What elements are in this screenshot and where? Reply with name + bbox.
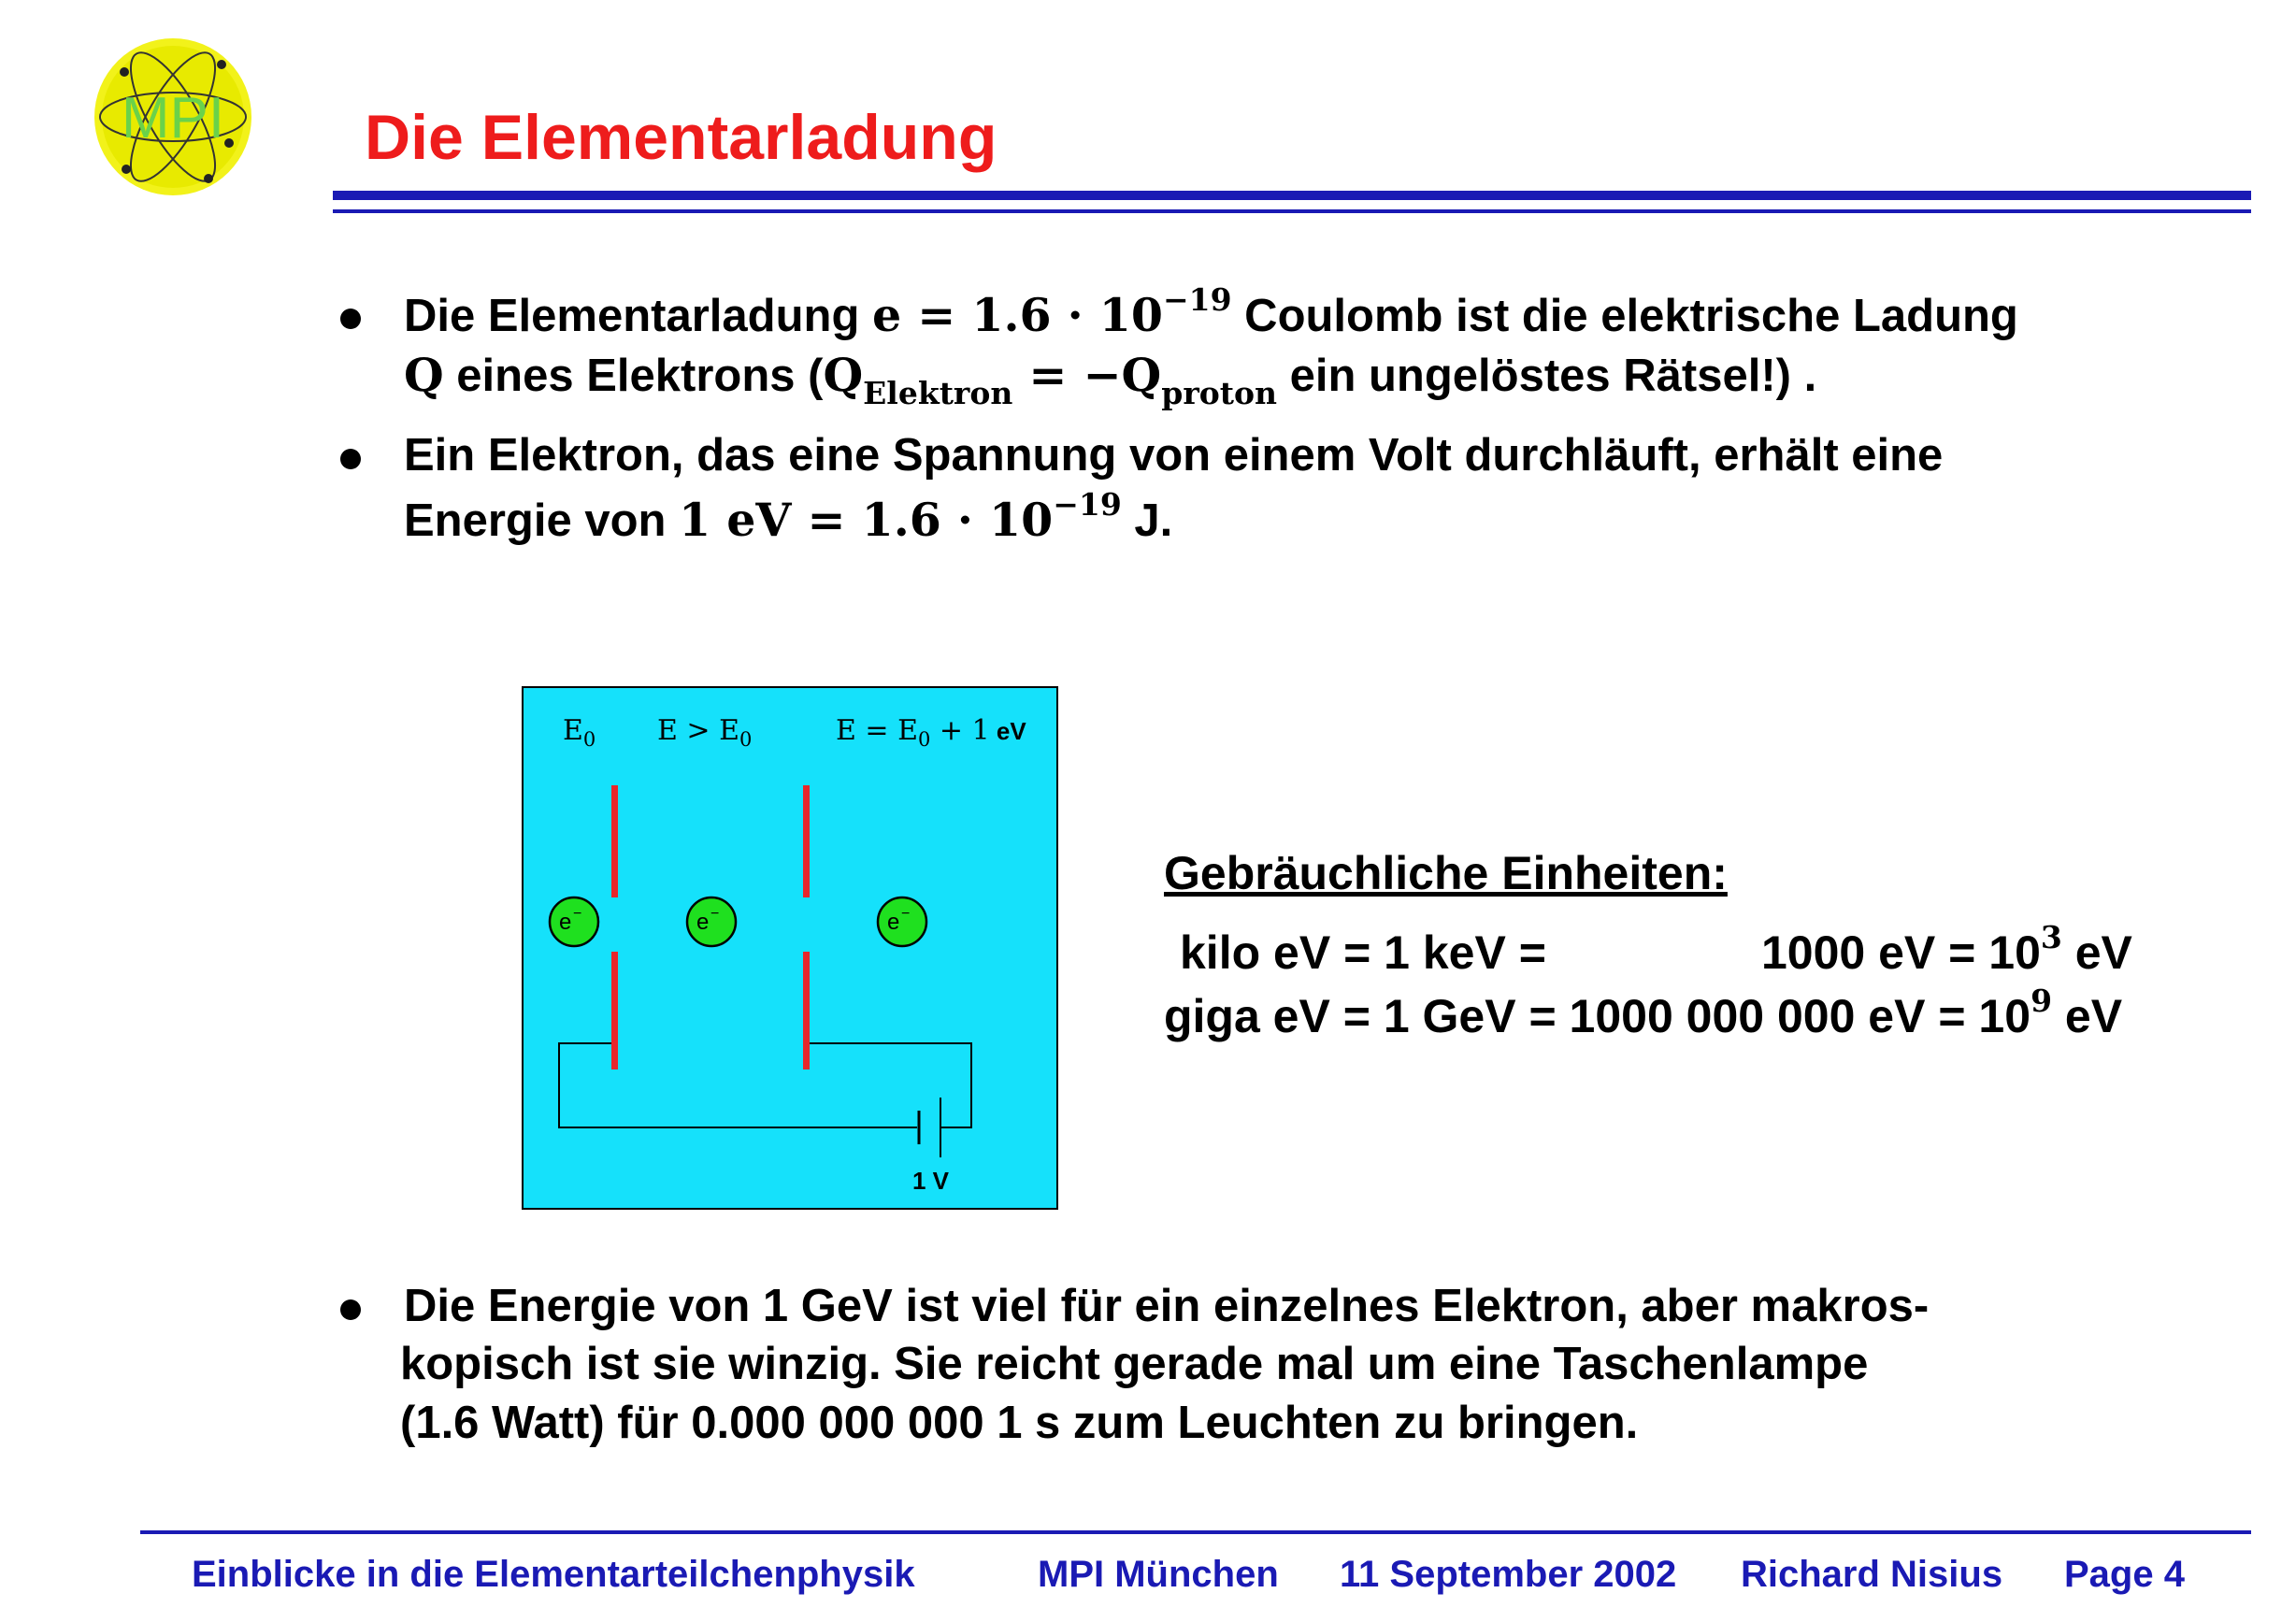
charge-electron-symbol: Q [823,348,864,402]
bullet-1-text-c: eines Elektrons ( [443,351,824,401]
kilo-value: 1000 eV = 10 [1761,926,2041,979]
footer-rule [140,1530,2251,1534]
subscript-electron: Elektron [863,375,1013,411]
footer-course: Einblicke in die Elementarteilchenphysik [192,1554,915,1595]
bullet-1-marker [340,309,361,329]
label-e-equals: $E = E_0 + 1$ eV [836,714,1026,751]
svg-text:−: − [573,906,582,922]
bullet-3-line-1: Die Energie von 1 GeV ist viel für ein einzelnes Elektron, aber makros- [404,1281,1930,1331]
kilo-exponent: 3 [2040,919,2062,955]
charge-proton-symbol: = −Q [1012,348,1162,402]
label-e-greater: $E > E_0$ [657,714,753,751]
right-plate-upper [803,785,810,897]
left-plate-lower [611,952,618,1069]
giga-exponent: 9 [2031,983,2053,1019]
footer-institute: MPI München [1038,1554,1279,1595]
bullet-1-line-2 [404,346,1817,411]
giga-value: giga eV = 1 GeV = 1000 000 000 eV = 10 [1164,990,2031,1042]
charge-symbol: Q [404,348,444,402]
bullet-2-marker [340,449,361,469]
bullet-2-text-b: J. [1121,495,1173,546]
elementary-charge-formula: e = 1.6 · 10 [872,288,1163,342]
bullet-3-line-2: kopisch ist sie winzig. Sie reicht gerade mal um eine Taschenlampe [400,1339,1869,1389]
bullet-2-line-2 [404,486,1173,551]
battery-label: 1 V [912,1167,950,1195]
svg-text:−: − [901,906,911,922]
bullet-3-line-3: (1.6 Watt) für 0.000 000 000 1 s zum Leuchten zu bringen. [400,1398,1639,1448]
bullet-1-line-1 [404,281,2018,346]
electron-1 [550,897,598,946]
electronvolt-formula: 1 eV = 1.6 · 10 [679,493,1054,547]
units-row-giga [1164,983,2123,1043]
electron-3 [878,897,926,946]
title-rule-thick [333,191,2251,200]
units-row-kilo-right [1761,919,2132,980]
mpi-logo [89,33,257,201]
footer-author: Richard Nisius [1741,1554,2003,1595]
electron-2 [687,897,736,946]
footer-date: 11 September 2002 [1340,1554,1677,1595]
svg-text:e: e [559,910,572,935]
bullet-2-text-a: Energie von [404,495,680,546]
page-title: Die Elementarladung [365,102,997,173]
bullet-1-text-d: ein ungelöstes Rätsel!) . [1276,351,1817,401]
units-heading: Gebräuchliche Einheiten: [1164,847,1728,899]
logo-text: MPI [121,86,225,151]
kilo-unit: eV [2061,926,2132,979]
giga-unit: eV [2052,990,2123,1042]
subscript-proton: proton [1161,375,1277,411]
left-plate-upper [611,785,618,897]
footer-page: Page 4 [2064,1554,2185,1595]
exponent: −19 [1053,486,1122,523]
bullet-1-text-a: Die Elementarladung [404,291,873,341]
bullet-2-line-1: Ein Elektron, das eine Spannung von einem Volt durchläuft, erhält eine [404,430,1944,481]
bullet-3-marker [340,1299,361,1320]
units-row-kilo-left: kilo eV = 1 keV = [1180,926,1546,979]
title-rule-thin [333,209,2251,213]
diagram-background [523,687,1057,1209]
right-plate-lower [803,952,810,1069]
svg-text:e: e [887,910,900,935]
label-e0: $E_0$ [563,714,596,751]
electron-acceleration-diagram [522,686,1058,1210]
bullet-1-text-b: Coulomb ist die elektrische Ladung [1231,291,2018,341]
svg-text:e: e [696,910,710,935]
svg-text:−: − [710,906,720,922]
exponent: −19 [1162,281,1232,318]
